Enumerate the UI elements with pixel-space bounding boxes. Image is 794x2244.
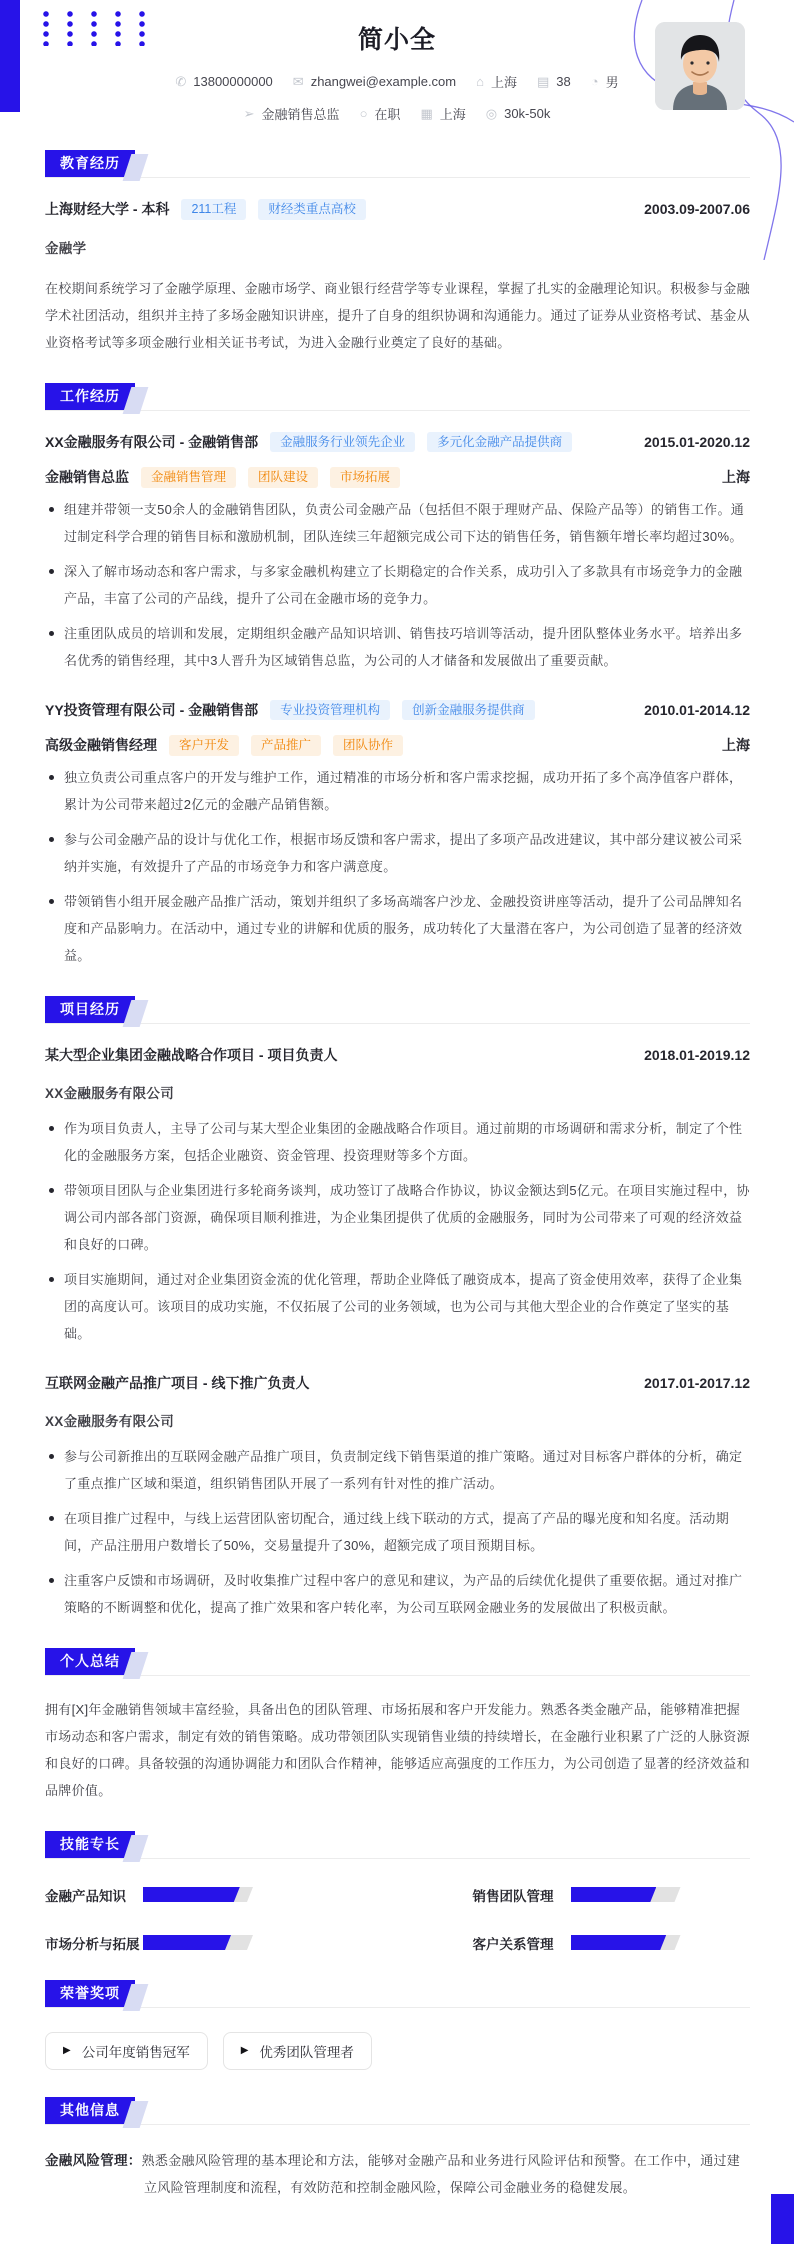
company-tag: 金融服务行业领先企业 [270,432,415,453]
target-city-item [420,104,465,123]
work-location: 上海 [722,469,750,486]
skills-grid [45,1885,750,1953]
section-header-summary [45,1648,750,1676]
location-item [476,72,517,91]
section-badge-work: 工作经历 [45,383,135,410]
work-bullet: 带领销售小组开展金融产品推广活动，策划并组织了多场高端客户沙龙、金融投资讲座等活动，提升了公司品牌知名度和产品影响力。在活动中，通过专业的讲解和优质的服务，成功转化了大量潜在客户，为公司创造了显著的经济效益。 [45,888,750,969]
skill-bar-fill [143,1887,240,1902]
project-title-row [45,1373,750,1393]
age-icon: ▤ [537,74,550,89]
position-icon: ➢ [243,106,255,121]
school-name: 上海财经大学 - 本科 [45,201,170,218]
company-tag: 多元化金融产品提供商 [427,432,572,453]
phone-item [175,74,272,89]
honor-label: 优秀团队管理者 [259,2044,354,2060]
gender-icon: ◔ [590,74,599,89]
education-title-row [45,199,750,220]
project-bullet: 项目实施期间，通过对企业集团资金流的优化管理，帮助企业降低了融资成本，提高了资金使用效率，获得了企业集团的高度认可。该项目的成功实施，不仅拓展了公司的业务领域，也为公司与其他大型企业的合作奠定了坚实的基础。 [45,1266,750,1347]
work-date: 2010.01-2014.12 [644,701,750,718]
project-bullet: 带领项目团队与企业集团进行多轮商务谈判，成功签订了战略合作协议，协议金额达到5亿元。在项目实施过程中，协调公司内部各部门资源，确保项目顺利推进，为企业集团提供了优质的金融服务，同时为公司带来了可观的经济效益和良好的口碑。 [45,1177,750,1258]
profile-photo-illustration [655,22,745,110]
salary-icon: ◎ [485,106,498,121]
project-entry [45,1045,750,1347]
email-value: zhangwei@example.com [310,74,457,89]
work-bullet-list [45,764,750,969]
project-date: 2018.01-2019.12 [644,1046,750,1063]
work-bullet: 独立负责公司重点客户的开发与维护工作，通过精准的市场分析和客户需求挖掘，成功开拓了多个高净值客户群体，累计为公司带来超过2亿元的金融产品销售额。 [45,764,750,818]
phone-icon: ✆ [175,74,187,89]
company-name: YY投资管理有限公司 - 金融销售部 [45,701,259,718]
section-badge-honors: 荣誉奖项 [45,1980,135,2007]
role-tag: 客户开发 [169,735,239,756]
skill-name: 销售团队管理 [472,1888,554,1904]
work-bullet-list [45,496,750,674]
section-badge-project: 项目经历 [45,996,135,1023]
location-value: 上海 [490,75,517,90]
candidate-name: 简小全 [357,26,436,54]
section-badge-other: 其他信息 [45,2097,135,2124]
education-tag: 211工程 [181,199,246,220]
role-tag: 市场拓展 [330,467,400,488]
skill-name: 市场分析与拓展 [45,1936,140,1952]
project-title-row [45,1045,750,1065]
honor-arrow-icon: ▶ [63,2044,71,2056]
role-tag: 金融销售管理 [141,467,236,488]
target-position-value: 金融销售总监 [261,107,340,122]
work-entry [45,432,750,674]
section-header-skills [45,1831,750,1859]
skill-bar [143,1935,253,1950]
age-item [537,74,571,89]
phone-value: 13800000000 [193,74,273,89]
company-tag: 创新金融服务提供商 [402,700,535,721]
work-bullet: 注重团队成员的培训和发展，定期组织金融产品知识培训、销售技巧培训等活动，提升团队整体业务水平。培养出多名优秀的销售经理，其中3人晋升为区域销售总监，为公司的人才储备和发展做出了重要贡献。 [45,620,750,674]
project-title: 互联网金融产品推广项目 - 线下推广负责人 [45,1374,310,1391]
role-title: 金融销售总监 [45,469,129,486]
section-header-other [45,2097,750,2125]
project-bullet: 参与公司新推出的互联网金融产品推广项目，负责制定线下销售渠道的推广策略。通过对目标客户群体的分析，确定了重点推广区域和渠道，组织销售团队开展了一系列有针对性的推广活动。 [45,1443,750,1497]
section-header-honors [45,1980,750,2008]
skill-bar [143,1887,253,1902]
skill-bar [571,1887,681,1902]
project-company: XX金融服务有限公司 [45,1085,175,1101]
honor-chip [223,2032,372,2070]
skill-bar-fill [571,1887,657,1902]
work-entry [45,700,750,969]
other-info [45,2147,750,2201]
status-icon: ○ [359,106,368,121]
email-icon: ✉ [292,74,304,89]
project-bullet: 注重客户反馈和市场调研，及时收集推广过程中客户的意见和建议，为产品的后续优化提供了重要依据。通过对推广策略的不断调整和优化，提高了推广效果和客户转化率，为公司互联网金融业务的发展做出了积极贡献。 [45,1567,750,1621]
work-bullet: 深入了解市场动态和客户需求，与多家金融机构建立了长期稳定的合作关系，成功引入了多款具有市场竞争力的金融产品，丰富了公司的产品线，提升了公司在金融市场的竞争力。 [45,558,750,612]
honor-list [45,2032,750,2070]
skill-item [45,1933,323,1953]
job-status-value: 在职 [374,107,401,122]
gender-value: 男 [605,75,619,90]
project-company: XX金融服务有限公司 [45,1413,175,1429]
role-tag: 团队建设 [248,467,318,488]
project-bullet: 作为项目负责人，主导了公司与某大型企业集团的金融战略合作项目。通过前期的市场调研和需求分析，制定了个性化的金融服务方案，包括企业融资、资金管理、投资理财等多个方面。 [45,1115,750,1169]
city-icon: ▦ [420,106,433,121]
profile-photo [655,22,745,110]
skill-item [473,1885,751,1905]
project-date: 2017.01-2017.12 [644,1374,750,1391]
skill-name: 客户关系管理 [472,1936,554,1952]
project-bullet: 在项目推广过程中，与线上运营团队密切配合，通过线上线下联动的方式，提高了产品的曝光度和知名度。活动期间，产品注册用户数增长了50%，交易量提升了30%，超额完成了项目预期目标。 [45,1505,750,1559]
section-header-education [45,150,750,178]
section-badge-education: 教育经历 [45,150,135,177]
target-position-item [244,104,340,123]
other-info-label: 金融风险管理： [45,2152,142,2168]
work-role-row [45,735,750,756]
skill-bar [571,1935,681,1950]
education-date: 2003.09-2007.06 [644,201,750,218]
honor-label: 公司年度销售冠军 [81,2044,190,2060]
skill-item [45,1885,323,1905]
project-bullet-list [45,1443,750,1621]
section-header-project [45,996,750,1024]
resume-header [0,0,794,123]
work-company-row [45,432,750,453]
work-location: 上海 [722,737,750,754]
project-bullet-list [45,1115,750,1347]
section-header-work [45,383,750,411]
skill-bar-fill [571,1935,667,1950]
salary-value: 30k-50k [504,106,551,121]
other-info-text: 熟悉金融风险管理的基本理论和方法，能够对金融产品和业务进行风险评估和预警。在工作中，通过建立风险管理制度和流程，有效防范和控制金融风险，保障公司金融业务的稳健发展。 [141,2152,741,2195]
target-city-value: 上海 [439,107,466,122]
email-item [293,74,456,89]
work-company-row [45,700,750,721]
company-tag: 专业投资管理机构 [270,700,390,721]
summary-text: 拥有[X]年金融销售领域丰富经验，具备出色的团队管理、市场拓展和客户开发能力。熟悉各类金融产品，能够精准把握市场动态和客户需求，制定有效的销售策略。成功带领团队实现销售业绩的持续增长，在金融行业积累了广泛的人脉资源和良好的口碑。具备较强的沟通协调能力和团队合作精神，能够适应高强度的工作压力，为公司创造了显著的经济效益和品牌价值。 [45,1701,750,1798]
project-title: 某大型企业集团金融战略合作项目 - 项目负责人 [45,1046,338,1063]
role-title: 高级金融销售经理 [45,737,157,754]
role-tag: 团队协作 [333,735,403,756]
resume-body [0,150,794,2244]
work-date: 2015.01-2020.12 [644,433,750,450]
skill-name: 金融产品知识 [45,1888,126,1904]
job-status-item [360,104,401,123]
honor-chip [45,2032,208,2070]
corner-accent-bar [771,2194,794,2244]
education-tag: 财经类重点高校 [258,199,366,220]
gender-item [591,72,619,91]
company-name: XX金融服务有限公司 - 金融销售部 [45,433,259,450]
education-description: 在校期间系统学习了金融学原理、金融市场学、商业银行经营学等专业课程，掌握了扎实的金融理论知识。积极参与金融学术社团活动，组织并主持了多场金融知识讲座，提升了自身的组织协调和沟通能力。通过了证券从业资格考试、基金从业资格考试等多项金融行业相关证书考试，为进入金融行业奠定了良好的基础。 [45,280,750,350]
location-icon: ⌂ [476,74,484,89]
work-role-row [45,467,750,488]
work-bullet: 参与公司金融产品的设计与优化工作，根据市场反馈和客户需求，提出了多项产品改进建议，其中部分建议被公司采纳并实施，有效提升了产品的市场竞争力和客户满意度。 [45,826,750,880]
section-badge-summary: 个人总结 [45,1648,135,1675]
role-tag: 产品推广 [251,735,321,756]
age-value: 38 [556,74,571,89]
skill-item [473,1933,751,1953]
salary-item [486,106,551,121]
project-entry [45,1373,750,1621]
work-bullet: 组建并带领一支50余人的金融销售团队，负责公司金融产品（包括但不限于理财产品、保险产品等）的销售工作。通过制定科学合理的销售目标和激励机制，团队连续三年超额完成公司下达的销售任务，销售额年增长率均超过30%。 [45,496,750,550]
section-badge-skills: 技能专长 [45,1831,135,1858]
skill-bar-fill [143,1935,231,1950]
education-major: 金融学 [45,240,87,256]
honor-arrow-icon: ▶ [240,2044,249,2056]
